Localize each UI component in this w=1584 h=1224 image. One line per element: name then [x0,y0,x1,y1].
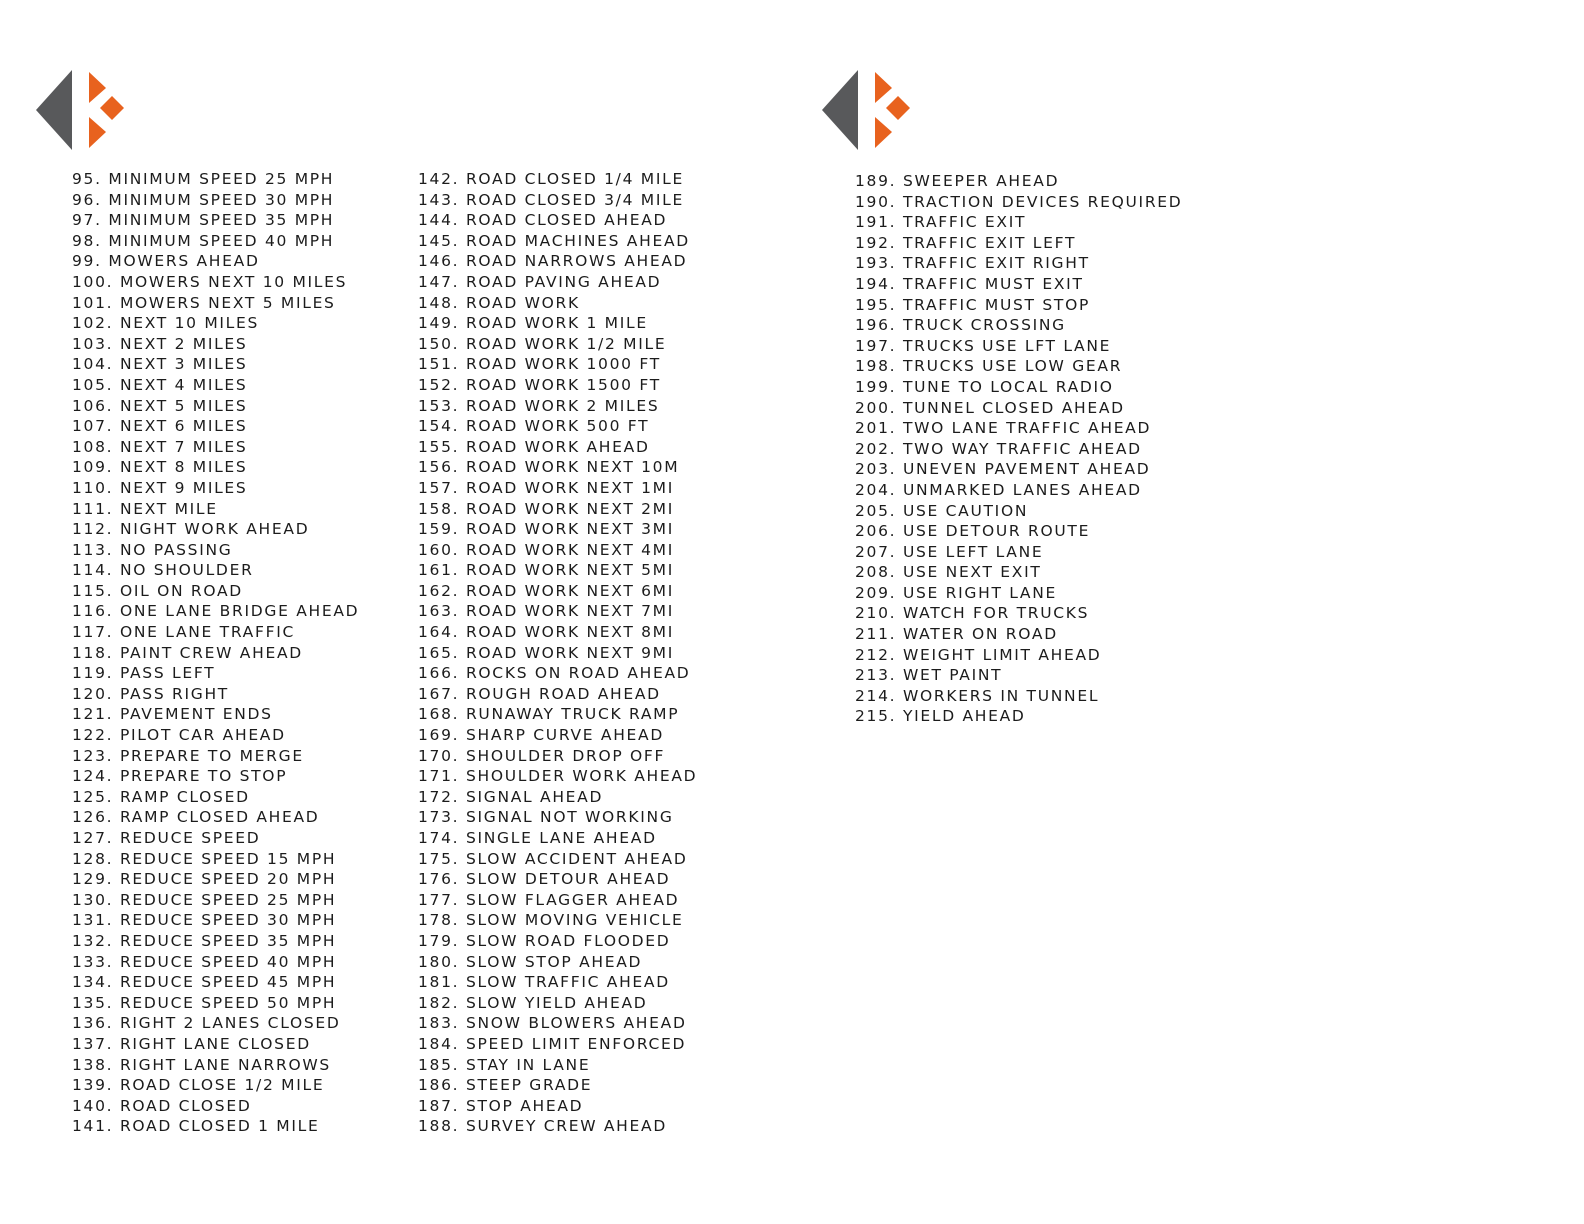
sign-list-column-2 [418,169,697,1137]
logo-orange-top [875,72,892,103]
sign-list-item: 178. SLOW MOVING VEHICLE [418,911,684,930]
sign-list-item: 104. NEXT 3 MILES [72,355,248,374]
sign-list-item: 115. OIL ON ROAD [72,581,243,600]
sign-list-item: 111. NEXT MILE [72,499,218,518]
logo-gray-chevron [36,70,72,150]
sign-list-item: 214. WORKERS IN TUNNEL [855,686,1100,705]
sign-list-item: 183. SNOW BLOWERS AHEAD [418,1014,687,1033]
sign-list-item: 107. NEXT 6 MILES [72,417,248,436]
sign-list-item: 161. ROAD WORK NEXT 5MI [418,561,675,580]
sign-list-item: 134. REDUCE SPEED 45 MPH [72,973,337,992]
sign-list-item: 120. PASS RIGHT [72,684,229,703]
sign-list-item: 181. SLOW TRAFFIC AHEAD [418,973,670,992]
sign-list-item: 191. TRAFFIC EXIT [855,213,1027,232]
sign-list-item: 169. SHARP CURVE AHEAD [418,726,664,745]
sign-list-item: 118. PAINT CREW AHEAD [72,643,303,662]
k-brand-logo-icon [34,70,126,152]
sign-list-item: 122. PILOT CAR AHEAD [72,726,286,745]
sign-list-item: 211. WATER ON ROAD [855,625,1058,644]
sign-list-item: 179. SLOW ROAD FLOODED [418,931,671,950]
sign-list-item: 128. REDUCE SPEED 15 MPH [72,849,337,868]
sign-list-item: 143. ROAD CLOSED 3/4 MILE [418,190,684,209]
sign-list-item: 123. PREPARE TO MERGE [72,746,304,765]
sign-list-item: 149. ROAD WORK 1 MILE [418,314,648,333]
sign-list-item: 160. ROAD WORK NEXT 4MI [418,540,675,559]
sign-list-item: 172. SIGNAL AHEAD [418,787,604,806]
sign-list-item: 106. NEXT 5 MILES [72,396,248,415]
sign-list-item: 196. TRUCK CROSSING [855,316,1066,335]
sign-list-item: 99. MOWERS AHEAD [72,252,260,271]
logo-orange-top [89,72,106,103]
sign-list-item: 200. TUNNEL CLOSED AHEAD [855,398,1125,417]
sign-list-item: 177. SLOW FLAGGER AHEAD [418,890,680,909]
sign-list-item: 209. USE RIGHT LANE [855,583,1058,602]
sign-list-item: 185. STAY IN LANE [418,1055,591,1074]
sign-list-item: 105. NEXT 4 MILES [72,375,248,394]
sign-list-item: 98. MINIMUM SPEED 40 MPH [72,231,335,250]
sign-list-item: 168. RUNAWAY TRUCK RAMP [418,705,680,724]
sign-list-item: 153. ROAD WORK 2 MILES [418,396,660,415]
sign-list-item: 96. MINIMUM SPEED 30 MPH [72,190,335,209]
sign-list-item: 193. TRAFFIC EXIT RIGHT [855,254,1090,273]
sign-list-item: 110. NEXT 9 MILES [72,478,248,497]
sign-list-item: 188. SURVEY CREW AHEAD [418,1117,667,1136]
sign-list-item: 103. NEXT 2 MILES [72,334,248,353]
sign-list-item: 202. TWO WAY TRAFFIC AHEAD [855,439,1142,458]
sign-list-item: 175. SLOW ACCIDENT AHEAD [418,849,688,868]
sign-list-item: 119. PASS LEFT [72,664,216,683]
sign-list-item: 124. PREPARE TO STOP [72,767,288,786]
sign-list-item: 156. ROAD WORK NEXT 10M [418,458,680,477]
sign-list-item: 167. ROUGH ROAD AHEAD [418,684,661,703]
sign-list-item: 146. ROAD NARROWS AHEAD [418,252,688,271]
sign-list-item: 135. REDUCE SPEED 50 MPH [72,993,337,1012]
sign-list-item: 97. MINIMUM SPEED 35 MPH [72,211,335,230]
sign-list-item: 197. TRUCKS USE LFT LANE [855,336,1112,355]
sign-list-item: 129. REDUCE SPEED 20 MPH [72,870,337,889]
sign-list-item: 204. UNMARKED LANES AHEAD [855,480,1142,499]
sign-list-item: 201. TWO LANE TRAFFIC AHEAD [855,419,1152,438]
sign-list-item: 151. ROAD WORK 1000 FT [418,355,661,374]
sign-list-item: 130. REDUCE SPEED 25 MPH [72,890,337,909]
sign-list-item: 113. NO PASSING [72,540,233,559]
sign-list-item: 141. ROAD CLOSED 1 MILE [72,1117,320,1136]
sign-list-item: 198. TRUCKS USE LOW GEAR [855,357,1123,376]
logo-orange-diamond [886,96,910,120]
sign-list-item: 142. ROAD CLOSED 1/4 MILE [418,170,684,188]
sign-list-item: 140. ROAD CLOSED [72,1096,252,1115]
sign-list-item: 203. UNEVEN PAVEMENT AHEAD [855,460,1151,479]
sign-list-item: 155. ROAD WORK AHEAD [418,437,650,456]
sign-list-item: 132. REDUCE SPEED 35 MPH [72,931,337,950]
logo-orange-diamond [100,96,124,120]
sign-list-item: 157. ROAD WORK NEXT 1MI [418,478,675,497]
sign-list-item: 101. MOWERS NEXT 5 MILES [72,293,336,312]
logo-orange-bottom [875,117,892,148]
sign-list-item: 199. TUNE TO LOCAL RADIO [855,377,1114,396]
sign-list-item: 186. STEEP GRADE [418,1076,593,1095]
sign-list-item: 133. REDUCE SPEED 40 MPH [72,952,337,971]
sign-list-item: 121. PAVEMENT ENDS [72,705,273,724]
sign-list-item: 189. SWEEPER AHEAD [855,172,1060,190]
sign-list-item: 144. ROAD CLOSED AHEAD [418,211,668,230]
sign-list-item: 117. ONE LANE TRAFFIC [72,623,296,642]
sign-list-item: 148. ROAD WORK [418,293,580,312]
sign-list-item: 126. RAMP CLOSED AHEAD [72,808,320,827]
sign-list-item: 170. SHOULDER DROP OFF [418,746,666,765]
sign-list-item: 158. ROAD WORK NEXT 2MI [418,499,675,518]
sign-list-item: 182. SLOW YIELD AHEAD [418,993,648,1012]
sign-list-item: 173. SIGNAL NOT WORKING [418,808,674,827]
sign-list-item: 164. ROAD WORK NEXT 8MI [418,623,675,642]
sign-list-column-1 [72,169,359,1137]
sign-list-item: 174. SINGLE LANE AHEAD [418,829,657,847]
sign-list-item: 205. USE CAUTION [855,501,1029,520]
sign-list-item: 116. ONE LANE BRIDGE AHEAD [72,602,360,621]
sign-list-item: 210. WATCH FOR TRUCKS [855,604,1090,623]
sign-list-item: 194. TRAFFIC MUST EXIT [855,274,1084,293]
sign-list-item: 125. RAMP CLOSED [72,787,250,806]
sign-list-item: 108. NEXT 7 MILES [72,437,248,456]
sign-list-item: 102. NEXT 10 MILES [72,314,260,333]
sign-list-item: 213. WET PAINT [855,666,1003,685]
sign-list-item: 159. ROAD WORK NEXT 3MI [418,520,675,539]
sign-list-item: 212. WEIGHT LIMIT AHEAD [855,645,1102,664]
k-brand-logo-icon [820,70,912,152]
sign-list-item: 206. USE DETOUR ROUTE [855,522,1091,541]
sign-list-item: 131. REDUCE SPEED 30 MPH [72,911,337,930]
sign-list-item: 195. TRAFFIC MUST STOP [855,295,1091,314]
sign-list-item: 171. SHOULDER WORK AHEAD [418,767,698,786]
sign-list-item: 184. SPEED LIMIT ENFORCED [418,1034,687,1053]
sign-list-item: 192. TRAFFIC EXIT LEFT [855,233,1077,252]
sign-list-item: 114. NO SHOULDER [72,561,254,580]
sign-list-item: 137. RIGHT LANE CLOSED [72,1034,311,1053]
sign-list-column-3 [855,171,1182,727]
sign-list-item: 95. MINIMUM SPEED 25 MPH [72,170,335,188]
sign-list-item: 109. NEXT 8 MILES [72,458,248,477]
sign-list-item: 162. ROAD WORK NEXT 6MI [418,581,675,600]
sign-list-item: 163. ROAD WORK NEXT 7MI [418,602,675,621]
sign-list-item: 208. USE NEXT EXIT [855,563,1042,582]
sign-list-item: 190. TRACTION DEVICES REQUIRED [855,192,1183,211]
sign-list-item: 138. RIGHT LANE NARROWS [72,1055,331,1074]
sign-list-item: 100. MOWERS NEXT 10 MILES [72,272,348,291]
sign-list-item: 215. YIELD AHEAD [855,707,1026,726]
sign-list-item: 139. ROAD CLOSE 1/2 MILE [72,1076,325,1095]
sign-list-item: 147. ROAD PAVING AHEAD [418,272,662,291]
sign-list-item: 150. ROAD WORK 1/2 MILE [418,334,667,353]
sign-list-item: 152. ROAD WORK 1500 FT [418,375,661,394]
sign-list-item: 176. SLOW DETOUR AHEAD [418,870,671,889]
logo-orange-bottom [89,117,106,148]
sign-list-item: 145. ROAD MACHINES AHEAD [418,231,690,250]
sign-list-item: 187. STOP AHEAD [418,1096,584,1115]
sign-list-item: 166. ROCKS ON ROAD AHEAD [418,664,691,683]
logo-gray-chevron [822,70,858,150]
sign-list-item: 136. RIGHT 2 LANES CLOSED [72,1014,341,1033]
sign-list-item: 127. REDUCE SPEED [72,829,261,847]
sign-list-item: 112. NIGHT WORK AHEAD [72,520,310,539]
sign-list-item: 154. ROAD WORK 500 FT [418,417,650,436]
sign-list-item: 180. SLOW STOP AHEAD [418,952,643,971]
sign-list-item: 207. USE LEFT LANE [855,542,1044,561]
sign-list-item: 165. ROAD WORK NEXT 9MI [418,643,675,662]
